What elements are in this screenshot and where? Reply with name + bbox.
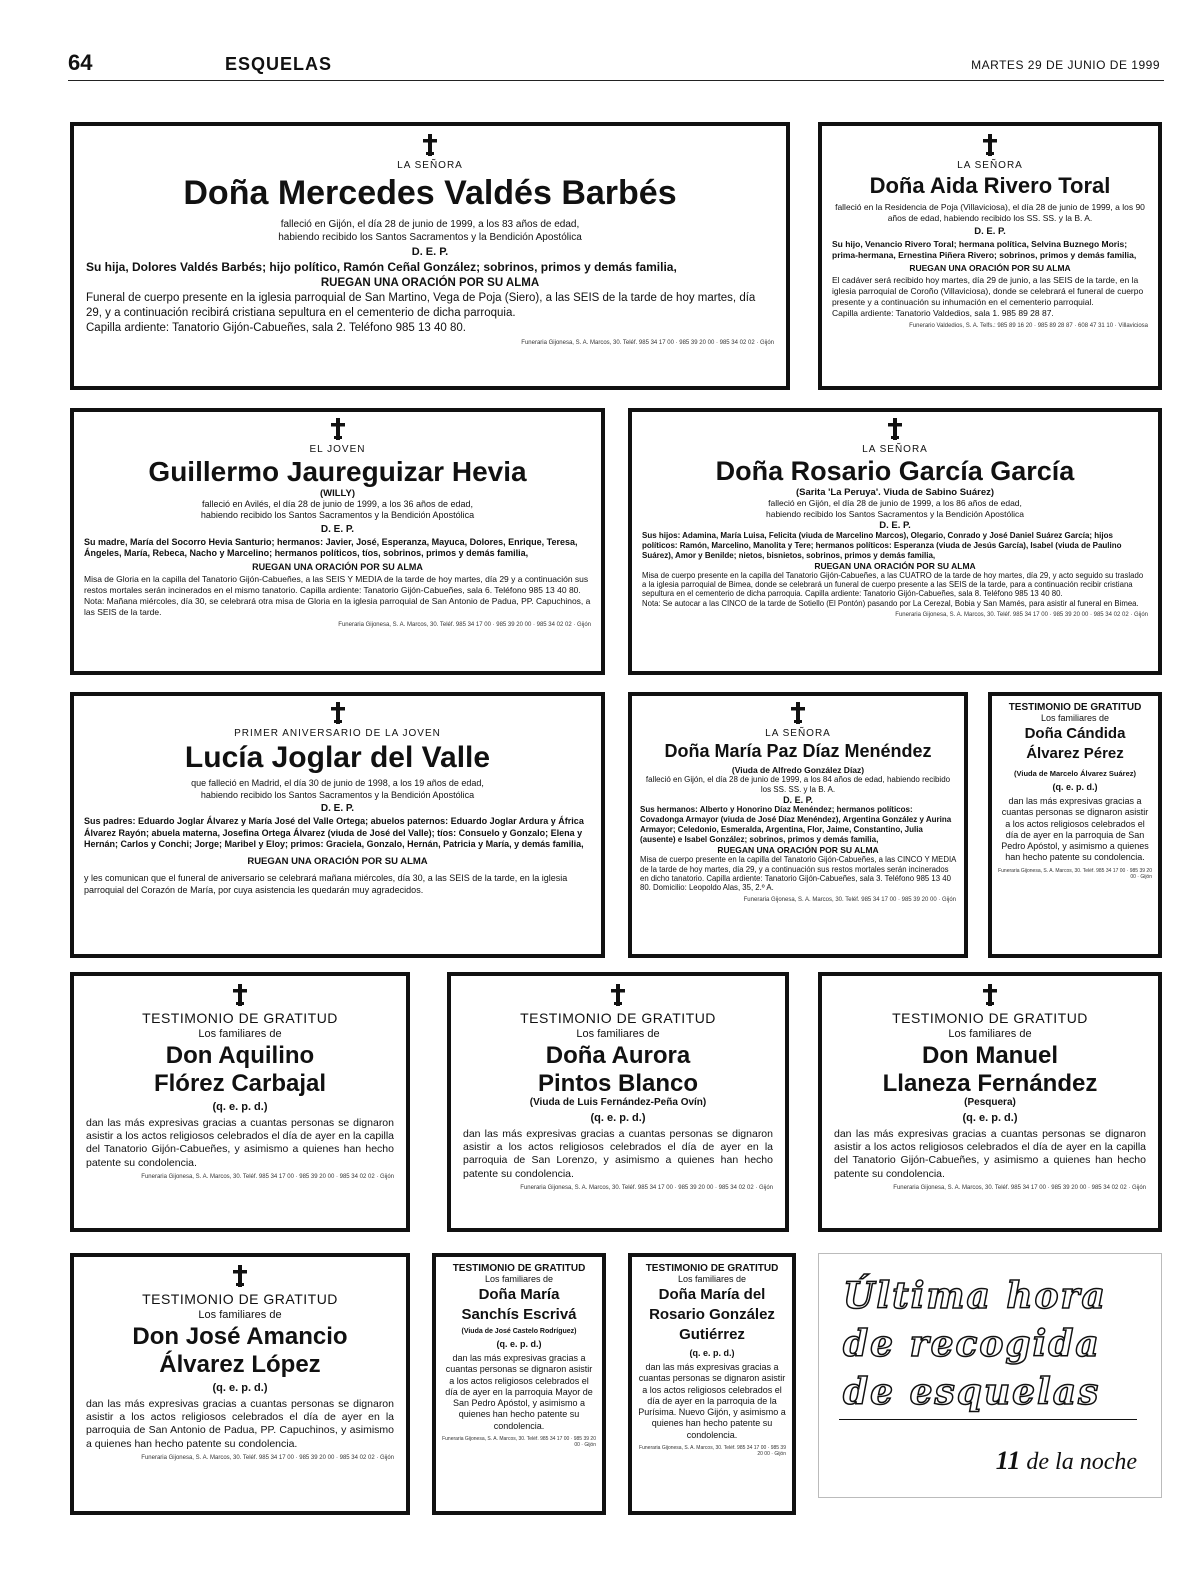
gratitude-heading: TESTIMONIO DE GRATITUD [142,1010,338,1026]
kicker: LA SEÑORA [397,160,463,171]
qepd: (q. e. p. d.) [1052,782,1098,792]
funeral-home: Funeraria Gijonesa, S. A. Marcos, 30. Teléf. 985 34 17 00 · 985 39 20 00 · 985 34 02 02 · Gijón [521,340,774,347]
deceased-name-line1: Don Aquilino [165,1042,315,1069]
deceased-name-line2: Álvarez López [159,1350,321,1378]
funeral-info: Funeral de cuerpo presente en la iglesia parroquial de San Martino, Vega de Poja (Siero), a las SEIS de la tarde de hoy martes, día 29, y a continuación recibirá cristiana sepultura en el cementerio de dicha parroquia. [86,292,756,320]
dep: D. E. P. [320,803,355,815]
deceased-name-line3: Gutiérrez [679,1326,745,1343]
cross-icon [790,702,806,724]
section-title: ESQUELAS [225,54,333,74]
funeral-home: Funeraria Gijonesa, S. A. Marcos, 30. Teléf. 985 34 17 00 · 985 39 20 00 · 985 34 02 02 · Gijón [893,1184,1146,1191]
gratitude-text: dan las más expresivas gracias a cuantas personas se dignaron asistir a los actos religiosos celebrados el día de ayer en la capilla del Tanatorio Gijón-Cabueñes, y asimismo a quienes han hecho patente su condolencia. [86,1117,394,1169]
family-list: Su hija, Dolores Valdés Barbés; hijo político, Ramón Ceñal González; sobrinos, primos y demás familia, [86,260,677,275]
hour-text: de la noche [1026,1449,1137,1475]
obituary-maria-paz [628,692,968,958]
dep: D. E. P. [783,795,813,806]
deceased-name: Doña Rosario García García [715,456,1075,486]
gratitude-heading: TESTIMONIO DE GRATITUD [892,1010,1088,1026]
deceased-name-line2: Álvarez Pérez [1026,745,1124,762]
family-list: Su hijo, Venancio Rivero Toral; hermana política, Selvina Buznego Moris; prima-hermana, Ernestina Piñera Rivero; sobrinos, primos y demás familia, [832,239,1137,261]
prayer-request: RUEGAN UNA ORACIÓN POR SU ALMA [909,262,1071,273]
funeral-home: Funerario Valdedios, S. A. Telfs.: 985 89 16 20 · 985 89 28 87 · 608 47 31 10 · Villaviciosa [909,322,1148,329]
families-label: Los familiares de [198,1309,282,1321]
families-label: Los familiares de [484,1274,554,1284]
deceased-name: Doña María Paz Díaz Menéndez [664,741,932,761]
chapel-info: Capilla ardiente: Tanatorio Valdedios, sala 1. 985 89 28 87. [832,307,1054,318]
gratitude-heading: TESTIMONIO DE GRATITUD [520,1010,716,1026]
prayer-request: RUEGAN UNA ORACIÓN POR SU ALMA [320,277,540,290]
dep: D. E. P. [879,519,911,531]
qepd: (q. e. p. d.) [590,1112,646,1125]
qepd: (q. e. p. d.) [496,1339,542,1349]
cross-icon [610,984,626,1006]
families-label: Los familiares de [198,1028,282,1040]
funeral-home: Funeraria Gijonesa, S. A. Marcos, 30. Teléf. 985 34 17 00 · 985 39 20 00 · Gijón [639,1444,786,1457]
cross-icon [982,134,998,156]
gratitude-text: dan las más expresivas gracias a cuantas personas se dignaron asistir a los actos religiosos celebrados el día de ayer en la parroquia de la Purísima. Nuevo Gijón, y asimismo a quienes han hecho patente su condolencia. [638,1362,786,1440]
funeral-info: Misa de cuerpo presente en la capilla del Tanatorio Gijón-Cabueñes, a las CINCO Y MEDIA de la tarde de hoy martes, día 29, y a continuación sus restos mortales serán incinerados en dicho tanatorio. Capilla ardiente: Tanatorio Gijón-Cabueñes, sala 3. Teléfono 985 13 40 80. Domicilio: Leopoldo Alas, 35, 2.º A. [640,855,956,893]
late-notice [818,1253,1162,1498]
cross-icon [982,984,998,1006]
nickname: (Pesquera) [964,1097,1016,1109]
cross-icon [330,702,346,724]
gratitude-text: dan las más expresivas gracias a cuantas personas se dignaron asistir a los actos religiosos celebrados el día de ayer en la parroquia de San Antonio de Padua, PP. Capuchinos, y asimismo a quienes han hecho patente su condolencia. [86,1398,394,1450]
prayer-request: RUEGAN UNA ORACIÓN POR SU ALMA [814,560,976,571]
gratitude-heading: TESTIMONIO DE GRATITUD [452,1263,586,1274]
dep: D. E. P. [411,246,449,259]
deceased-name-line2: Sanchís Escrivá [461,1306,577,1323]
funeral-home: Funeraria Gijonesa, S. A. Marcos, 30. Teléf. 985 34 17 00 · 985 39 20 00 · Gijón [743,896,956,903]
prayer-request: RUEGAN UNA ORACIÓN POR SU ALMA [717,845,879,856]
deceased-name: Doña Mercedes Valdés Barbés [183,174,677,212]
qepd: (q. e. p. d.) [212,1382,268,1395]
gratitude-sanchis [432,1253,606,1515]
note: Nota: Se autocar a las CINCO de la tarde de Sotiello (El Pontón) pasando por La Cerezal, Bobia y San Mamés, para asistir al funeral en Bimea. [642,598,1139,608]
kicker: PRIMER ANIVERSARIO DE LA JOVEN [234,728,441,739]
deceased-name-line1: Don Manuel [922,1042,1058,1069]
death-info: falleció en Gijón, el día 28 de junio de 1999, a los 86 años de edad, [768,497,1022,508]
qepd: (q. e. p. d.) [962,1112,1018,1125]
gratitude-aquilino [70,972,410,1232]
obituary-aida [818,122,1162,390]
kicker: LA SEÑORA [862,444,928,455]
cross-icon [887,418,903,440]
dep: D. E. P. [974,226,1006,238]
cross-icon [330,418,346,440]
funeral-home: Funeraria Gijonesa, S. A. Marcos, 30. Teléf. 985 34 17 00 · 985 39 20 00 · 985 34 02 02 · Gijón [141,1173,394,1180]
deceased-name-line2: Rosario González [649,1306,775,1323]
nickname: (Sarita 'La Peruya'. Viuda de Sabino Suárez) [795,486,995,498]
deceased-name: Guillermo Jaureguizar Hevia [148,456,527,487]
kicker: EL JOVEN [309,444,366,455]
funeral-home: Funeraria Gijonesa, S. A. Marcos, 30. Teléf. 985 34 17 00 · 985 39 20 00 · 985 34 02 02 · Gijón [338,621,591,628]
funeral-info: Misa de cuerpo presente en la capilla del Tanatorio Gijón-Cabueñes, a las CUATRO de la tarde de hoy martes, día 29, y acto seguido su traslado a la iglesia parroquial de Bimea, donde se celebrará un funeral de cuerpo presente a las SEIS de la tarde, para a continuación recibir cristiana sepultura en el cementerio de dicha parroquia. Capilla ardiente: Tanatorio Gijón-Cabueñes, sala 8. Teléfono 985 13 40 80. [642,570,1144,599]
sacraments: habiendo recibido los Santos Sacramentos y la Bendición Apostólica [278,232,582,244]
death-info: falleció en Gijón, el día 28 de junio de 1999, a los 83 años de edad, [280,219,580,231]
prayer-request: RUEGAN UNA ORACIÓN POR SU ALMA [252,561,423,572]
issue-date: MARTES 29 DE JUNIO DE 1999 [971,58,1160,72]
funeral-info: Misa de Gloria en la capilla del Tanatorio Gijón-Cabueñes, a las SEIS Y MEDIA de la tarde de hoy martes, día 29 y a continuación sus restos mortales serán incinerados en el mismo tanatorio. Capilla ardiente: Tanatorio Gijón-Cabueñes, sala 6. Teléfono 985 13 40 80. [84,573,589,595]
obituary-rosario [628,408,1162,675]
gratitude-heading: TESTIMONIO DE GRATITUD [645,1263,779,1274]
family-list: Sus padres: Eduardo Joglar Álvarez y María José del Valle Ortega; abuelos paternos: Eduardo Joglar Ardura y África Álvarez Rayón; abuela materna, Josefina Ortega Álvarez (viuda de José del Valle); tíos: Consuelo y Gonzalo; Elena y Hernán; Carlos y Conchi; Jorge; Maribel y Eloy; primos: Graciela, Gonzalo, Hernán, Patricia y María, y demás familia, [84,816,584,849]
nickname: (WILLY) [319,487,355,499]
deceased-name-line2: Llaneza Fernández [882,1069,1098,1097]
nickname: (Viuda de Marcelo Álvarez Suárez) [1014,769,1136,778]
gratitude-heading: TESTIMONIO DE GRATITUD [142,1291,338,1307]
kicker: LA SEÑORA [957,160,1023,171]
late-notice-title [843,1272,1107,1416]
note: Nota: Mañana miércoles, día 30, se celebrará otra misa de Gloria en la iglesia parroquial de San Antonio de Padua, PP. Capuchinos, a las SEIS de la tarde. [84,595,591,617]
death-info: falleció en la Residencia de Poja (Villaviciosa), el día 28 de junio de 1999, a los 90 años de edad, habiendo recibido los SS. SS. y la B. A. [835,202,1145,224]
death-info: que falleció en Madrid, el día 30 de junio de 1998, a los 19 años de edad, [191,778,484,788]
funeral-info: y les comunican que el funeral de aniversario se celebrará mañana miércoles, día 30, a las SEIS de la tarde, en la iglesia parroquial del Corazón de María, por cuya asistencia les quedarán muy agradecidos. [84,873,568,895]
qepd: (q. e. p. d.) [689,1348,735,1358]
gratitude-text: dan las más expresivas gracias a cuantas personas se dignaron asistir a los actos religiosos celebrados el día de ayer en la capilla del Tanatorio Gijón-Cabueñes, y asimismo a quienes han hecho patente su condolencia. [834,1128,1146,1180]
nickname: (Viuda de Luis Fernández-Peña Ovín) [529,1097,707,1109]
family-list: Sus hijos: Adamina, María Luisa, Felicita (viuda de Marcelino Marcos), Olegario, Conrado y José Daniel Suárez García; hijos políticos: Ramón, Marcelino, Manolita y Tere; hermanos políticos: Esperanza (viuda de Jesús García), Isabel (viuda de Paulino Suárez), Amor y Benilde; nietos, bisnietos, sobrinos, primos y demás familia, [642,530,1122,560]
families-label: Los familiares de [576,1028,660,1040]
family-list: Sus hermanos: Alberto y Honorino Díaz Menéndez; hermanos políticos: Covadonga Armayor (viuda de José Díaz Menéndez), Argentina González y Aurina Armayor; Celedonio, Esmeralda, Argentina, Flor, Jaime, Constantino, Julia (ausente) e Isabel González; sobrinos, primos y demás familia, [640,805,952,845]
dep: D. E. P. [320,524,355,536]
obituary-mercedes [70,122,790,390]
family-list: Su madre, María del Socorro Hevia Santurio; hermanos: Javier, José, Esperanza, Mayuca, Dolores, Enrique, Teresa, Ángeles, María, Rebeca, Nacho y Marcelino; hermanos políticos, tíos, sobrinos, primos y demás familia, [84,537,578,559]
kicker: LA SEÑORA [765,728,831,739]
deceased-name-line1: Doña Aurora [545,1042,691,1069]
nickname: (Viuda de José Castelo Rodríguez) [461,1328,577,1335]
cross-icon [232,1265,248,1287]
late-notice-line2: de recogida [843,1323,1101,1365]
deceased-name-line1: Doña Cándida [1024,725,1126,742]
families-label: Los familiares de [1040,713,1110,723]
page-header [68,48,1164,81]
gratitude-heading: TESTIMONIO DE GRATITUD [1008,702,1142,713]
chapel-info: Capilla ardiente: Tanatorio Gijón-Cabueñes, sala 2. Teléfono 985 13 40 80. [86,322,466,335]
death-info: falleció en Avilés, el día 28 de junio de 1999, a los 36 años de edad, [201,498,474,509]
deceased-name-line2: Flórez Carbajal [153,1069,327,1097]
divider [839,1419,1137,1420]
deceased-name: Lucía Joglar del Valle [184,741,491,774]
funeral-home: Funeraria Gijonesa, S. A. Marcos, 30. Teléf. 985 34 17 00 · 985 39 20 00 · Gijón [998,867,1152,880]
cross-icon [232,984,248,1006]
funeral-home: Funeraria Gijonesa, S. A. Marcos, 30. Teléf. 985 34 17 00 · 985 39 20 00 · 985 34 02 02 · Gijón [141,1454,394,1461]
deceased-name-line2: Pintos Blanco [537,1069,699,1097]
obituary-guillermo [70,408,605,675]
gratitude-text: dan las más expresivas gracias a cuantas personas se dignaron asistir a los actos religiosos celebrados el día de ayer en la parroquia Mayor de San Pedro Apóstol, y asimismo a quienes han hecho patente su condolencia. [445,1353,593,1431]
gratitude-manuel [818,972,1162,1232]
funeral-home: Funeraria Gijonesa, S. A. Marcos, 30. Teléf. 985 34 17 00 · 985 39 20 00 · 985 34 02 02 · Gijón [895,612,1148,619]
deceased-name-line1: Doña María del [658,1286,766,1303]
deceased-name: Doña Aida Rivero Toral [869,173,1111,198]
gratitude-jose [70,1253,410,1515]
sacraments: habiendo recibido los Santos Sacramentos y la Bendición Apostólica [200,510,475,521]
deceased-name-line1: Doña María [478,1286,560,1303]
funeral-info: El cadáver será recibido hoy martes, día 29 de junio, a las SEIS de la tarde, en la iglesia parroquial de Coroño (Villaviciosa), donde se celebrará el funeral de cuerpo presente y a continuación su inhumación en el cementerio parroquial. [832,274,1144,307]
late-notice-line1: Última hora [843,1275,1107,1317]
gratitude-candida [988,692,1162,958]
funeral-home: Funeraria Gijonesa, S. A. Marcos, 30. Teléf. 985 34 17 00 · 985 39 20 00 · Gijón [442,1435,596,1448]
sacraments: habiendo recibido los Santos Sacramentos y la Bendición Apostólica [766,508,1024,519]
prayer-request: RUEGAN UNA ORACIÓN POR SU ALMA [247,856,428,868]
nickname: (Viuda de Alfredo González Díaz) [731,764,865,775]
hour-number: 11 [995,1446,1021,1475]
deceased-name-line1: Don José Amancio [132,1323,348,1350]
late-notice-hour [996,1446,1137,1476]
gratitude-text: dan las más expresivas gracias a cuantas personas se dignaron asistir a los actos religiosos celebrados el día de ayer en la parroquia de San Lorenzo, y asimismo a quienes han hecho patente su condolencia. [463,1128,773,1180]
qepd: (q. e. p. d.) [212,1101,268,1114]
cross-icon [422,134,438,156]
page-number: 64 [68,50,93,75]
gratitude-aurora [447,972,789,1232]
families-label: Los familiares de [677,1274,747,1284]
sacraments: habiendo recibido los Santos Sacramentos y la Bendición Apostólica [200,789,475,800]
late-notice-line3: de esquelas [843,1371,1101,1413]
families-label: Los familiares de [948,1028,1032,1040]
gratitude-gonzalez [628,1253,796,1515]
death-info: falleció en Gijón, el día 28 de junio de 1999, a los 84 años de edad, habiendo recibido los SS. SS. y la B. A. [645,774,951,794]
obituary-lucia [70,692,605,958]
gratitude-text: dan las más expresivas gracias a cuantas personas se dignaron asistir a los actos religiosos celebrados el día de ayer en la parroquia de San Pedro Apóstol, y asimismo a quienes han hecho patente su condolencia. [1001,796,1149,863]
funeral-home: Funeraria Gijonesa, S. A. Marcos, 30. Teléf. 985 34 17 00 · 985 39 20 00 · 985 34 02 02 · Gijón [520,1184,773,1191]
